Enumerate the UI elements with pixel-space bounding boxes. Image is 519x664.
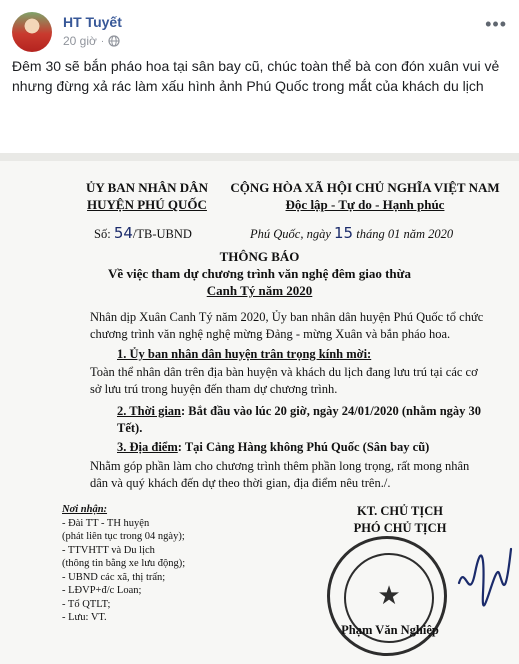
issuer-block [62,179,232,213]
notice-subtitle-2: Canh Tý năm 2020 [206,283,313,298]
recipient-item: - Tổ QTLT; [62,598,111,610]
document-edge [0,153,519,161]
number-value: 54 [113,224,133,242]
post-time[interactable]: 20 giờ [63,34,97,48]
item-3-text: : Tại Cảng Hàng không Phú Quốc (Sân bay cũ) [177,440,430,454]
sign-line-1: KT. CHỦ TỊCH [356,504,443,518]
globe-icon[interactable] [108,35,120,47]
item-2-text: : Bắt đầu vào lúc 20 giờ, ngày 24/01/2020 (nhằm ngày 30 Tết). [117,404,482,435]
document-date [250,225,453,243]
item-1-text: Toàn thể nhân dân trên địa bàn huyện và khách du lịch đang lưu trú tại các cơ sở lưu trú trong huyện đến tham dự chương trình. [90,365,478,396]
recipient-item: (phát liên tục trong 04 ngày); [62,531,185,542]
document-image [0,153,519,664]
post-text: Đêm 30 sẽ bắn pháo hoa tại sân bay cũ, chúc toàn thể bà con đón xuân vui vẻ nhưng đừng xả rác làm xấu hình ảnh Phú Quốc trong mắt của khách du lịch [12,58,500,94]
item-3-label: 3. Địa điểm [117,440,178,454]
recipient-item: - TTVHTT và Du lịch [62,544,155,556]
number-prefix: Số: [94,227,111,241]
intro-paragraph: Nhân dịp Xuân Canh Tý năm 2020, Ủy ban nhân dân huyện Phú Quốc tổ chức chương trình văn nghệ nghệ mừng Đảng - mừng Xuân và bắn pháo hoa. [90,310,484,341]
avatar[interactable] [12,12,52,52]
author-name[interactable]: HT Tuyết [63,14,122,30]
official-seal [327,536,447,656]
issuer-line-1: ỦY BAN NHÂN DÂN [86,180,208,195]
post-header [12,10,507,54]
date-day: 15 [334,224,354,242]
item-2 [117,403,507,437]
signature-title [320,503,480,537]
closing-paragraph: Nhằm góp phần làm cho chương trình thêm phần long trọng, rất mong nhân dân và quý khách đến dự theo thời gian, địa điểm nêu trên./. [90,459,470,490]
meta-separator: · [100,35,105,47]
sign-line-2: PHÓ CHỦ TỊCH [353,521,447,535]
republic-block [230,179,500,213]
item-2-label: 2. Thời gian [117,404,182,418]
notice-title: THÔNG BÁO [219,249,300,264]
recipient-item: - Lưu: VT. [62,612,107,623]
recipients-heading: Nơi nhận: [62,504,108,515]
republic-motto: Độc lập - Tự do - Hạnh phúc [285,197,445,212]
handwritten-signature [455,543,515,613]
republic-line-1: CỘNG HÒA XÃ HỘI CHỦ NGHĨA VIỆT NAM [230,180,500,195]
date-rest: tháng 01 năm 2020 [356,227,454,241]
more-options-icon[interactable]: ••• [485,14,507,34]
signer-name: Phạm Văn Nghiệp [341,623,439,637]
document-number [94,225,192,243]
number-suffix: /TB-UBND [132,227,192,241]
recipients-block [62,503,242,625]
post-meta [63,34,120,48]
item-1-title: 1. Ủy ban nhân dân huyện trân trọng kính mời: [117,347,372,361]
recipient-item: - UBND các xã, thị trấn; [62,571,166,583]
item-3 [117,439,429,456]
seal-star-icon: ★ [377,581,401,610]
recipient-item: (thông tin bằng xe lưu động); [62,558,186,569]
date-place: Phú Quốc, ngày [250,227,331,241]
recipient-item: - LĐVP+đ/c Loan; [62,585,142,596]
issuer-line-2: HUYỆN PHÚ QUỐC [87,197,207,212]
recipient-item: - Đài TT - TH huyện [62,517,150,529]
notice-subtitle: Về việc tham dự chương trình văn nghệ đêm giao thừa [108,266,411,281]
